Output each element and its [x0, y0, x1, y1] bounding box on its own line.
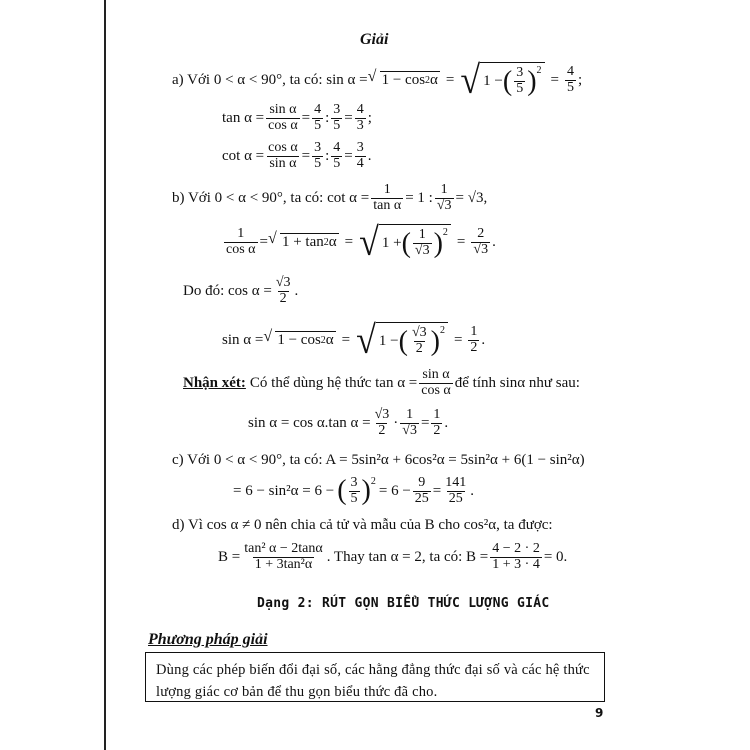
frac: $\frac{√3}{2}$ — [374, 407, 390, 438]
eq-one-colon: = 1 : — [405, 189, 433, 206]
part-c-line1: c) Với 0 < α < 90°, ta có: A = 5sin²α + 6cos²α = 5sin²α + 6(1 − sin²α) — [172, 452, 585, 468]
method-box: Dùng các phép biến đổi đại số, các hằng đẳng thức đại số và các hệ thức lượng giác cơ bản để thu gọn biểu thức đã cho. — [145, 652, 605, 702]
part-b-sin: sin α = √ 1 − cos 2 α = √ 1 − ( $\frac{√3}{2}$ ) 2 = $\frac{1}{2}$ . — [222, 322, 485, 358]
frac: $\frac{1}{√3}$ — [402, 407, 417, 438]
part-c-line2: = 6 − sin²α = 6 − ( $\frac{3}{5}$ ) 2 = 6 − $\frac{9}{25}$ = $\frac{141}{25}$ . — [233, 475, 474, 507]
page-number: 9 — [595, 706, 604, 720]
frac: $\frac{1}{2}$ — [433, 407, 441, 438]
part-b-cos: Do đó: cos α = $\frac{√3}{2}$ . — [183, 275, 299, 306]
part-b-intro: b) Với 0 < α < 90°, ta có: cot α = — [172, 189, 370, 206]
frac: $\frac{4}{3}$ — [356, 102, 364, 133]
one-minus: 1 − — [483, 73, 503, 89]
d-end: = 0. — [543, 548, 568, 565]
frac-1-sqrt3: $\frac{1}{√3}$ — [436, 182, 452, 213]
section-heading: Dạng 2: RÚT GỌN BIỂU THỨC LƯỢNG GIÁC — [257, 596, 550, 611]
eq: = — [445, 71, 455, 88]
frac-sin-cos: $\frac{\text{sin α}}{\text{cos α}}$ — [421, 367, 451, 398]
frac-3-5: $\frac{3}{5}$ — [516, 65, 524, 96]
part-d-line1: d) Vì cos α ≠ 0 nên chia cả tử và mẫu của B cho cos²α, ta được: — [172, 517, 553, 533]
frac-1-cos: $\frac{1}{\text{cos α}}$ — [226, 225, 256, 257]
tail: = √3, — [455, 189, 488, 206]
tan-label: tan α = — [222, 109, 265, 126]
remark-text2: để tính sinα như sau: — [454, 374, 580, 391]
eq: = — [550, 71, 559, 88]
remark-label: Nhận xét: — [183, 374, 246, 391]
part-a-tan — [222, 103, 372, 133]
sin-label: sin α = — [222, 331, 264, 348]
eq: = — [344, 109, 353, 126]
semicolon: ; — [577, 71, 583, 88]
remark-text: Có thể dùng hệ thức tan α = — [249, 374, 418, 391]
frac-cos-sin: $\frac{\text{cos α}}{\text{sin α}}$ — [268, 140, 298, 171]
frac-b-value: $\frac{4 - 2 \cdot 2}{1 + 3 \cdot 4}$ — [492, 541, 540, 572]
part-b-line1 — [172, 183, 487, 213]
eq: = — [301, 147, 311, 164]
rad-text: √ 1 − cos — [381, 72, 426, 88]
big-sqrt-b: √ 1 + ( $\frac{1}{√3}$ ) 2 — [359, 224, 451, 260]
frac-2-sqrt3: $\frac{2}{√3}$ — [473, 225, 489, 257]
rad-tail: α — [430, 72, 438, 88]
d-mid: . Thay tan α = 2, ta có: B = — [326, 548, 489, 565]
big-sqrt-a: √ 1 − ( $\frac{3}{5}$ ) 2 — [460, 62, 544, 98]
part-a-cot — [222, 141, 372, 171]
part-d-line2 — [218, 542, 567, 572]
c-expr: = 6 − sin²α = 6 − — [233, 482, 335, 499]
frac-141-25: $\frac{141}{25}$ — [445, 475, 467, 506]
frac-sqrt3-2: $\frac{√3}{2}$ — [275, 275, 291, 306]
frac-1-tan: $\frac{1}{\text{tan α}}$ — [373, 182, 402, 213]
colon: : — [325, 147, 330, 164]
sqrt-1-cos2: √ 1 − cos 2 α — [370, 71, 440, 89]
frac-4-5: $\frac{4}{5}$ — [566, 63, 574, 95]
big-sqrt-c: √ 1 − ( $\frac{√3}{2}$ ) 2 — [356, 322, 448, 358]
colon: : — [325, 109, 330, 126]
solution-title: Giải — [360, 31, 389, 48]
remark-line1 — [183, 368, 580, 398]
margin-rule — [104, 0, 106, 750]
cot-label: cot α = — [222, 147, 265, 164]
eq: = — [301, 109, 311, 126]
frac-b-expr: $\frac{\text{tan² α − 2tanα}}{\text{1 + 3tan²α}}$ — [244, 541, 323, 572]
sqrt-1-cos2: √ 1 − cos 2 α — [265, 331, 335, 349]
frac: $\frac{4}{5}$ — [314, 102, 322, 133]
part-b-sec: $\frac{1}{\text{cos α}}$ = √ 1 + tan 2 α = √ 1 + ( $\frac{1}{√3}$ ) 2 = $\frac{2}{√3}$ . — [222, 224, 496, 260]
frac: $\frac{4}{5}$ — [333, 140, 341, 171]
eq: = — [344, 147, 353, 164]
remark-line2: sin α = cos α.tan α = $\frac{√3}{2}$ · $\frac{1}{√3}$ = $\frac{1}{2}$ . — [248, 407, 449, 438]
frac: $\frac{3}{4}$ — [356, 140, 364, 171]
sqrt-1-tan2: √ 1 + tan 2 α — [270, 233, 339, 251]
frac: $\frac{3}{5}$ — [333, 102, 341, 133]
frac-sqrt3-2: $\frac{√3}{2}$ — [411, 325, 427, 356]
frac-1-2: $\frac{1}{2}$ — [470, 323, 478, 355]
b-label: B = — [218, 548, 241, 565]
part-a-line1 — [172, 58, 583, 102]
frac-3-5: $\frac{3}{5}$ — [350, 475, 358, 506]
remark-eq: sin α = cos α.tan α = — [248, 414, 371, 431]
part-a-intro: a) Với 0 < α < 90°, ta có: sin α = — [172, 71, 368, 88]
frac-9-25: $\frac{9}{25}$ — [414, 475, 429, 506]
frac-sin-cos: $\frac{\text{sin α}}{\text{cos α}}$ — [268, 102, 298, 133]
do-do-label: Do đó: cos α = — [183, 282, 272, 299]
frac-1-sqrt3: $\frac{1}{√3}$ — [414, 227, 430, 258]
period: . — [367, 147, 372, 164]
semicolon: ; — [367, 109, 372, 126]
frac: $\frac{3}{5}$ — [314, 140, 322, 171]
method-title: Phương pháp giải — [148, 631, 268, 648]
